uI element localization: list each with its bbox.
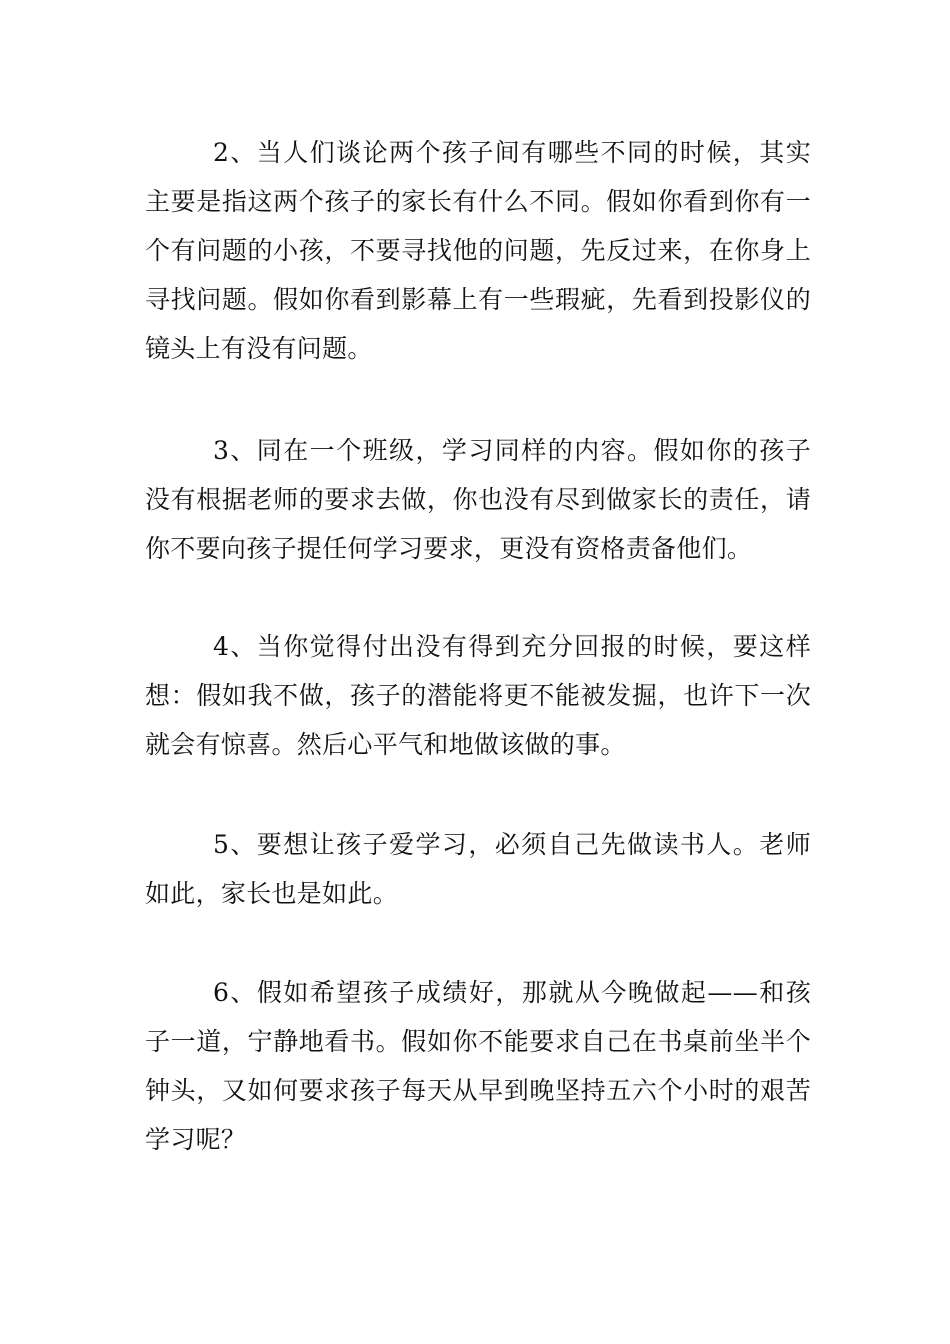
paragraph-item-4: 4、当你觉得付出没有得到充分回报的时候，要这样想：假如我不做，孩子的潜能将更不能被发掘，也许下一次就会有惊喜。然后心平气和地做该做的事。 — [145, 632, 811, 759]
paragraph-item-5: 5、要想让孩子爱学习，必须自己先做读书人。老师如此，家长也是如此。 — [145, 830, 811, 908]
paragraph-item-2: 2、当人们谈论两个孩子间有哪些不同的时候，其实主要是指这两个孩子的家长有什么不同。假如你看到你有一个有问题的小孩，不要寻找他的问题，先反过来，在你身上寻找问题。假如你看到影幕上有一些瑕疵，先看到投影仪的镜头上有没有问题。 — [145, 138, 811, 363]
paragraph-item-3: 3、同在一个班级，学习同样的内容。假如你的孩子没有根据老师的要求去做，你也没有尽到做家长的责任，请你不要向孩子提任何学习要求，更没有资格责备他们。 — [145, 436, 811, 563]
paragraph-item-6: 6、假如希望孩子成绩好，那就从今晚做起——和孩子一道，宁静地看书。假如你不能要求自己在书桌前坐半个钟头，又如何要求孩子每天从早到晚坚持五六个小时的艰苦学习呢？ — [145, 978, 811, 1154]
